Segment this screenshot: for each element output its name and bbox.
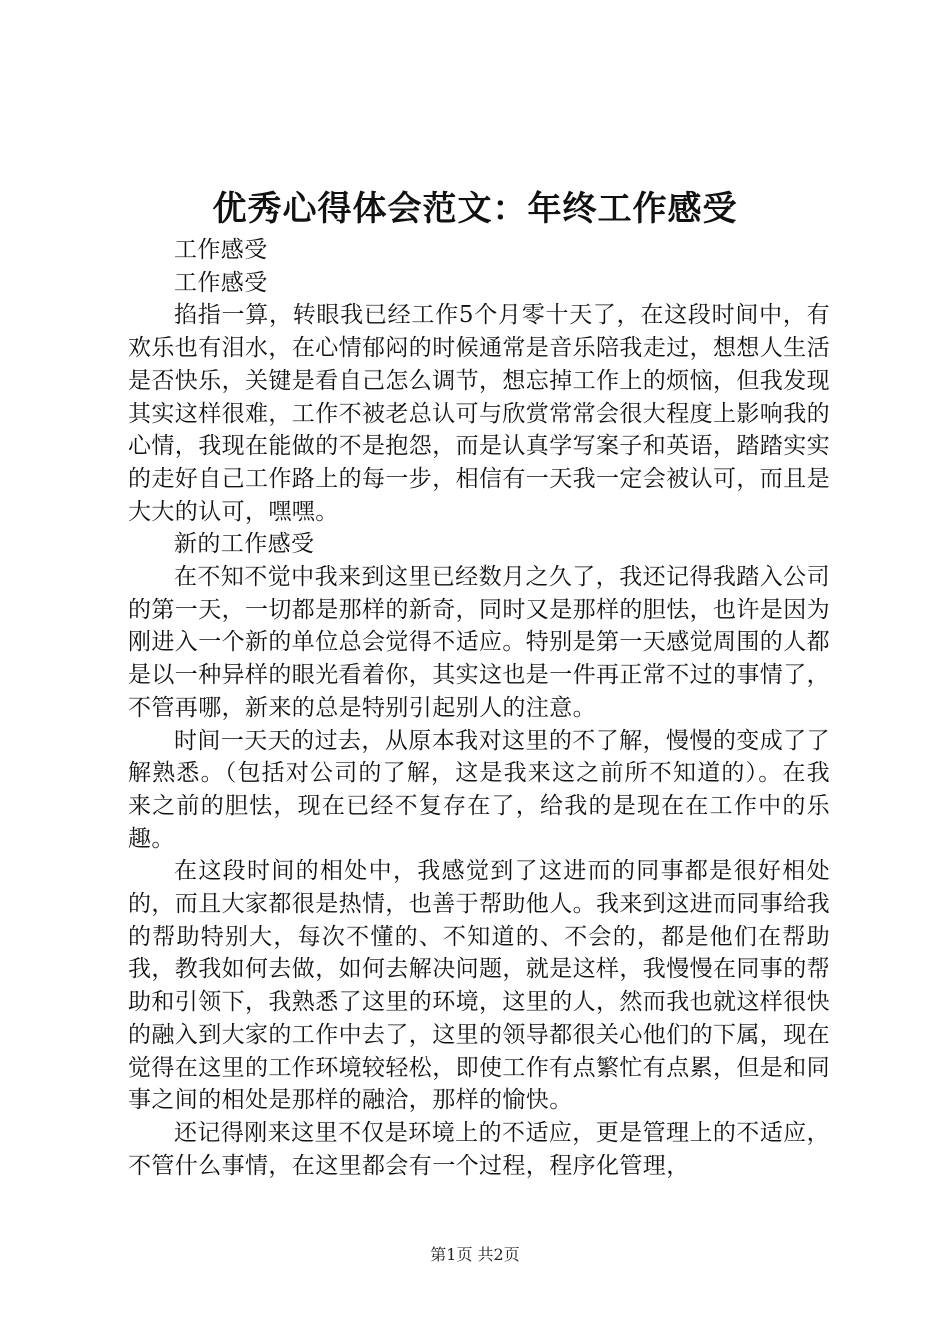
body-paragraph: 在这段时间的相处中，我感觉到了这进而的同事都是很好相处的，而且大家都很是热情，也善于帮助他人。我来到这进而同事给我的帮助特别大，每次不懂的、不知道的、不会的，都是他们在帮助我，教我如何去做，如何去解决问题，就是这样，我慢慢在同事的帮助和引领下，我熟悉了这里的环境，这里的人，然而我也就这样很快的融入到大家的工作中去了，这里的领导都很关心他们的下属，现在觉得在这里的工作环境较轻松，即使工作有点繁忙有点累，但是和同事之间的相处是那样的融洽，那样的愉快。 (128, 858, 830, 1114)
body-paragraph: 时间一天天的过去，从原本我对这里的不了解，慢慢的变成了了解熟悉。（包括对公司的了解，这是我来这之前所不知道的）。在我来之前的胆怯，现在已经不复存在了，给我的是现在在工作中的乐趣。 (128, 727, 830, 852)
page-footer: 第1页 共2页 (430, 1245, 520, 1264)
section-heading: 工作感受 (174, 269, 268, 296)
body-paragraph: 还记得刚来这里不仅是环境上的不适应，更是管理上的不适应，不管什么事情，在这里都会有一个过程，程序化管理， (128, 1119, 830, 1179)
document-body (128, 234, 830, 1182)
body-paragraph: 在不知不觉中我来到这里已经数月之久了，我还记得我踏入公司的第一天，一切都是那样的新奇，同时又是那样的胆怯，也许是因为刚进入一个新的单位总会觉得不适应。特别是第一天感觉周围的人都是以一种异样的眼光看着你，其实这也是一件再正常不过的事情了，不管再哪，新来的总是特别引起别人的注意。 (128, 564, 830, 721)
section-heading: 工作感受 (174, 237, 268, 263)
section-heading: 新的工作感受 (174, 531, 315, 558)
body-paragraph: 掐指一算，转眼我已经工作5个月零十天了，在这段时间中，有欢乐也有泪水，在心情郁闷的时候通常是音乐陪我走过，想想人生活是否快乐，关键是看自己怎么调节，想忘掉工作上的烦恼，但我发现其实这样很难，工作不被老总认可与欣赏常常会很大程度上影响我的心情，我现在能做的不是抱怨，而是认真学写案子和英语，踏踏实实的走好自己工作路上的每一步，相信有一天我一定会被认可，而且是大大的认可，嘿嘿。 (128, 302, 830, 525)
document-title: 优秀心得体会范文：年终工作感受 (212, 189, 738, 229)
